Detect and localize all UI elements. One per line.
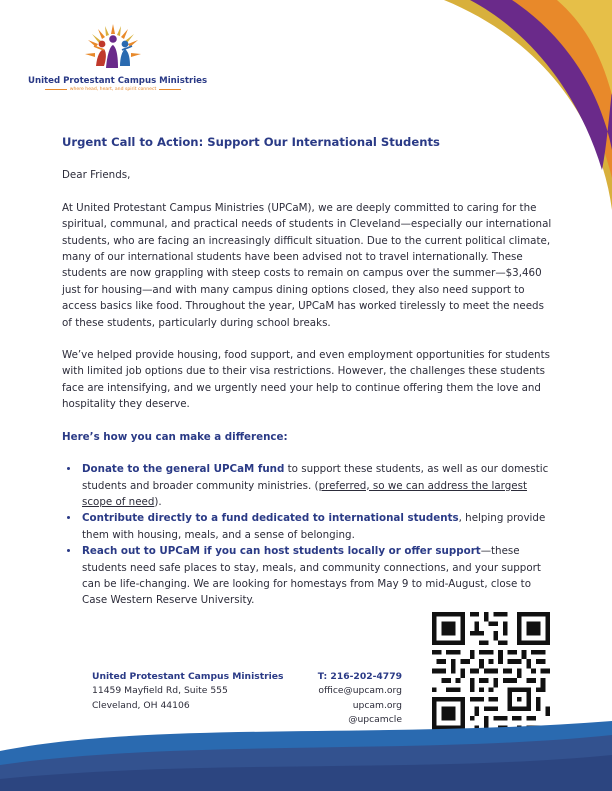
contact-address-block <box>92 670 283 713</box>
logo-organization-name: United Protestant Campus Ministries <box>28 76 208 86</box>
action-heading: Here’s how you can make a difference: <box>62 430 288 443</box>
contact-details-block <box>296 670 402 727</box>
preferred-note-link[interactable]: preferred, so we can address the largest scope of need <box>82 479 528 508</box>
logo-tagline-row <box>28 87 198 92</box>
letter-body <box>62 134 552 609</box>
bottom-wave-decoration <box>0 721 612 791</box>
ministry-logo-icon <box>80 22 146 74</box>
action-item-international-fund-text: , helping provide them with housing, meals, and a sense of belonging. <box>82 512 546 541</box>
action-item-host-bold: Reach out to UPCaM if you can host students locally or offer support <box>82 545 481 558</box>
logo <box>28 22 208 92</box>
action-item-international-fund <box>80 510 552 543</box>
action-item-donate-tail: ). <box>154 495 162 508</box>
qr-code-icon[interactable] <box>432 612 550 730</box>
letter-greeting: Dear Friends, <box>62 169 131 182</box>
contact-website[interactable]: upcam.org <box>352 699 402 711</box>
action-item-international-fund-bold: Contribute directly to a fund dedicated to international students <box>82 512 459 525</box>
tagline-divider-left <box>45 89 67 90</box>
action-item-donate-text: to support these students, as well as our domestic students and broader community ministries. ( <box>82 463 549 492</box>
logo-tagline: where head, heart, and spirit connect <box>69 87 157 92</box>
action-item-host <box>80 543 552 609</box>
action-list <box>62 461 552 609</box>
contact-social-handle[interactable]: @upcamcle <box>348 713 402 725</box>
contact-address-line-1: 11459 Mayfield Rd, Suite 555 <box>92 685 228 697</box>
contact-address-line-2: Cleveland, OH 44106 <box>92 699 190 711</box>
letter-paragraph-1: At United Protestant Campus Ministries (UPCaM), we are deeply committed to caring for the spiritual, communal, and practical needs of students in Cleveland—especially our international students, who are facing an increasingly difficult situation. Due to the current political climate, many of our international students have been advised not to travel internationally. These students are now grappling with steep costs to remain on campus over the summer—$3,460 just for housing—and with many campus dining options closed, they also need support to access basics like food. Throughout the year, UPCaM has worked tirelessly to meet the needs of these students, particularly during school breaks. <box>62 201 552 329</box>
tagline-divider-right <box>159 89 181 90</box>
action-item-donate-bold: Donate to the general UPCaM fund <box>82 463 285 476</box>
contact-email[interactable]: office@upcam.org <box>318 685 402 697</box>
contact-phone[interactable]: T: 216-202-4779 <box>317 671 402 682</box>
contact-organization: United Protestant Campus Ministries <box>92 671 284 682</box>
letter-title: Urgent Call to Action: Support Our International Students <box>62 135 440 149</box>
action-item-donate <box>80 461 552 510</box>
letter-paragraph-2: We’ve helped provide housing, food support, and even employment opportunities for students with limited job options due to their visa restrictions. However, the challenges these students face are intensifying, and we urgently need your help to continue offering them the love and hospitality they deserve. <box>62 349 550 411</box>
action-item-host-text: —these students need safe places to stay, meals, and community connections, and your support can be life-changing. We are looking for homestays from May 9 to mid-August, close to Case Western Reserve University. <box>82 545 541 607</box>
